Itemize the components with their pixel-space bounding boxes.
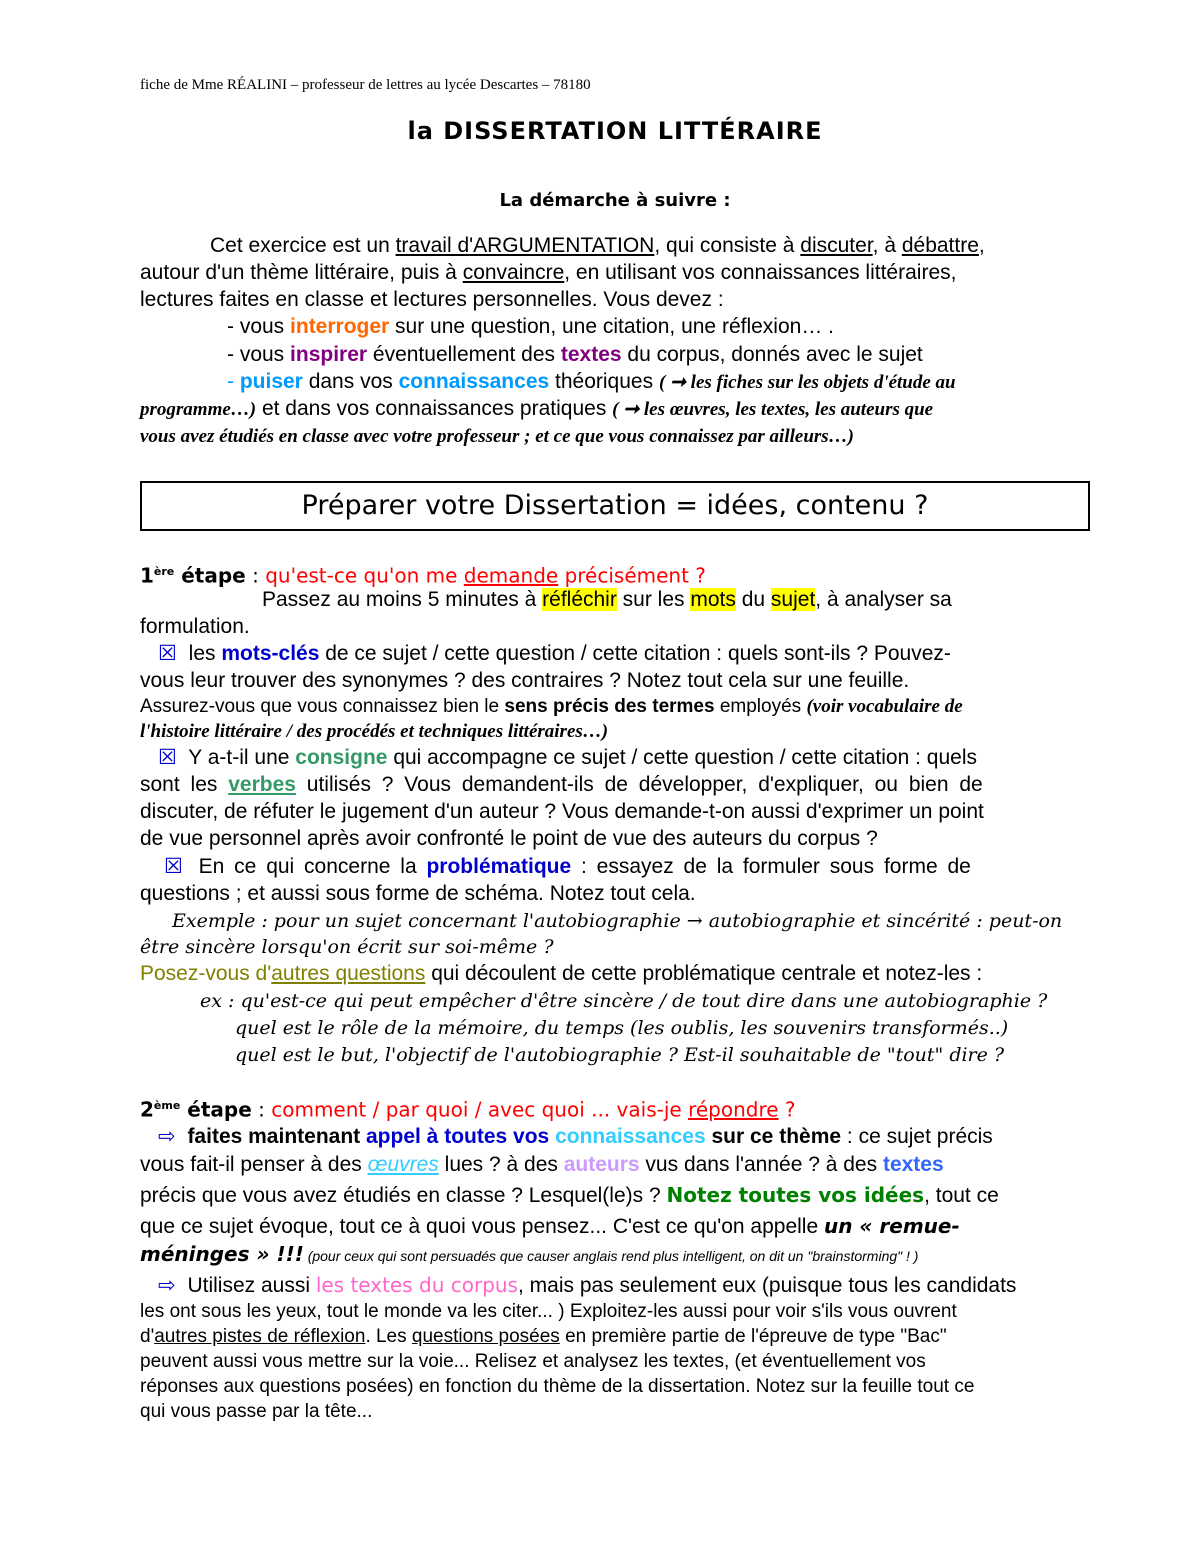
text-run: ère [153, 565, 175, 578]
text-run: consigne [295, 746, 388, 769]
step-1-consigne-line-1 [158, 745, 977, 771]
text-run: œuvres [367, 1153, 439, 1176]
text-run: autour d'un thème littéraire, puis à [140, 261, 463, 284]
text-run: . Les [365, 1326, 412, 1347]
step-1-consigne-line-2 [140, 772, 983, 798]
text-run: faites maintenant [181, 1125, 366, 1148]
text-run: les [182, 642, 222, 665]
intro-bullet-3 [227, 369, 956, 396]
text-run: problématique [426, 855, 572, 878]
step-1-consigne-line-3: discuter, de réfuter le jugement d'un auteur ? Vous demande-t-on aussi d'exprimer un point [140, 800, 984, 823]
text-run: sens précis des termes [504, 696, 715, 717]
text-run: lues ? à des [438, 1153, 564, 1176]
text-run: théoriques [549, 370, 659, 393]
text-run: Cet exercice est un [210, 234, 396, 257]
step-1-para-2: formulation. [140, 615, 250, 638]
step-2-corpus-line-3 [140, 1324, 947, 1350]
text-run: étape [174, 563, 246, 588]
step-1-problem-line-2: questions ; et aussi sous forme de schéma. Notez tout cela. [140, 882, 696, 905]
step-2-ideas-line-2 [140, 1152, 944, 1178]
text-run: et dans vos connaissances pratiques [256, 397, 613, 420]
text-run: - vous [227, 343, 291, 366]
text-run: : [251, 1097, 272, 1122]
text-run: inspirer [290, 343, 368, 366]
example-line-1: Exemple : pour un sujet concernant l'autobiographie → autobiographie et sincérité : peut-on [172, 910, 1063, 932]
text-run: Assurez-vous que vous connaissez bien le [140, 696, 505, 717]
text-run: convaincre [462, 261, 565, 284]
text-run: que ce sujet évoque, tout ce à quoi vous pensez... C'est ce qu'on appelle [140, 1215, 824, 1238]
header-line: fiche de Mme RÉALINI – professeur de lettres au lycée Descartes – 78180 [140, 77, 591, 93]
text-run: discuter [800, 234, 873, 257]
text-run: puiser [239, 370, 303, 393]
step-1-consigne-line-4: de vue personnel après avoir confronté le point de vue des auteurs du corpus ? [140, 827, 878, 850]
text-run: : [245, 563, 266, 588]
text-run: 1 [140, 563, 154, 588]
text-run: en première partie de l'épreuve de type "Bac" [559, 1326, 947, 1347]
text-run: qui découlent de cette problématique centrale et notez-les : [425, 962, 983, 985]
text-run: étape [180, 1097, 252, 1122]
text-run: , à analyser sa [815, 588, 952, 611]
outline-arrow-icon: ⇨ [158, 1125, 176, 1148]
text-run: , qui consiste à [654, 234, 801, 257]
text-run: travail d'ARGUMENTATION [395, 234, 655, 257]
step-1-keywords-line-1 [158, 641, 951, 667]
text-run: sujet [770, 588, 816, 611]
text-run: textes [560, 343, 622, 366]
text-run: du corpus, donnés avec le sujet [621, 343, 923, 366]
text-run: autres pistes de réflexion [154, 1326, 366, 1347]
step-2-ideas-line-1 [158, 1124, 993, 1150]
text-run: (voir vocabulaire de [806, 696, 963, 717]
text-run: qu'est-ce qu'on me [265, 563, 464, 588]
step-2-corpus-line-5: réponses aux questions posées) en fonction du thème de la dissertation. Notez sur la feuille tout ce [140, 1376, 975, 1397]
step-1-heading [140, 559, 706, 589]
text-run: , à [872, 234, 902, 257]
text-run: qui accompagne ce sujet / cette question / cette citation : quels [387, 746, 978, 769]
intro-line-1 [210, 233, 985, 259]
text-run: (pour ceux qui sont persuadés que causer anglais rend plus intelligent, on dit un "brainstorming" ! ) [303, 1248, 919, 1264]
intro-line-2 [140, 260, 956, 286]
intro-line-4 [140, 396, 933, 423]
text-run: , [978, 234, 985, 257]
step-2-ideas-line-4 [140, 1213, 960, 1240]
step-1-keywords-line-4: l'histoire littéraire / des procédés et techniques littéraires…) [140, 721, 609, 742]
text-run: auteurs [563, 1153, 640, 1176]
outline-arrow-icon: ⇨ [158, 1274, 176, 1297]
section-box-title: Préparer votre Dissertation = idées, contenu ? [140, 481, 1090, 531]
text-run: réfléchir [542, 588, 617, 611]
text-run: sur les [616, 588, 691, 611]
text-run: interroger [290, 315, 390, 338]
page-title: la DISSERTATION LITTÉRAIRE [407, 117, 823, 145]
text-run: Posez-vous d' [140, 962, 272, 985]
text-run: vus dans l'année ? à des [639, 1153, 883, 1176]
intro-bullet-1 [227, 314, 834, 340]
text-run: du [735, 588, 771, 611]
step-2-corpus-line-2: les ont sous les yeux, tout le monde va les citer... ) Exploitez-les aussi pour voir s'ils vous ouvrent [140, 1301, 957, 1322]
step-2-corpus-line-6: qui vous passe par la tête... [140, 1401, 373, 1422]
page-subtitle: La démarche à suivre : [499, 190, 731, 211]
text-run: mots-clés [221, 642, 320, 665]
example-question-2: quel est le rôle de la mémoire, du temps (les oublis, les souvenirs transformés..) [235, 1017, 1009, 1039]
text-run: ème [153, 1099, 181, 1112]
intro-line-3: lectures faites en classe et lectures personnelles. Vous devez : [140, 288, 724, 311]
text-run: ( ➞ les fiches sur les objets d'étude au [658, 372, 956, 393]
step-1-other-questions [140, 961, 982, 987]
text-run: ? [778, 1097, 796, 1122]
text-run: vous fait-il penser à des [140, 1153, 368, 1176]
example-question-1: ex : qu'est-ce qui peut empêcher d'être sincère / de tout dire dans une autobiographie ? [200, 990, 1048, 1012]
text-run: employés [714, 696, 807, 717]
step-2-ideas-line-3 [140, 1182, 999, 1209]
intro-line-5: vous avez étudiés en classe avec votre professeur ; et ce que vous connaissez par ailleurs…) [140, 426, 855, 447]
intro-bullet-2 [227, 342, 923, 368]
text-run: répondre [688, 1097, 779, 1122]
text-run: Utilisez aussi [181, 1274, 316, 1297]
text-run: programme…) [140, 399, 257, 420]
text-run: questions posées [411, 1326, 560, 1347]
text-run: sur une question, une citation, une réflexion… . [389, 315, 834, 338]
text-run: : essayez de la formuler sous forme de [571, 855, 971, 878]
text-run: comment / par quoi / avec quoi ... vais-je [271, 1097, 689, 1122]
checkbox-arrow-icon: ☒ [158, 642, 177, 665]
text-run: 2 [140, 1097, 154, 1122]
text-run: éventuellement des [367, 343, 561, 366]
text-run: connaissances [555, 1125, 706, 1148]
text-run: autres questions [271, 962, 426, 985]
text-run: , tout ce [924, 1184, 999, 1207]
step-1-keywords-line-2: vous leur trouver des synonymes ? des contraires ? Notez tout cela sur une feuille. [140, 669, 910, 692]
example-line-2: être sincère lorsqu'on écrit sur soi-même ? [140, 936, 554, 958]
text-run: méninges » !!! [140, 1242, 304, 1266]
text-run: un « remue- [823, 1214, 960, 1238]
text-run: En ce qui concerne la [188, 855, 427, 878]
checkbox-arrow-icon: ☒ [164, 855, 183, 878]
text-run: demande [463, 563, 559, 588]
text-run: utilisés ? Vous demandent-ils de développer, d'expliquer, ou bien de [295, 773, 983, 796]
step-2-ideas-line-5 [140, 1241, 918, 1269]
text-run: textes [882, 1153, 944, 1176]
text-run: sont les [140, 773, 229, 796]
text-run: ( ➞ les œuvres, les textes, les auteurs que [612, 399, 934, 420]
text-run: précis que vous avez étudiés en classe ? Lesquel(le)s ? [140, 1184, 667, 1207]
text-run: appel à toutes vos [366, 1125, 556, 1148]
text-run: , en utilisant vos connaissances littéraires, [564, 261, 957, 284]
step-1-para-1 [262, 587, 952, 613]
checkbox-arrow-icon: ☒ [158, 746, 177, 769]
text-run: les textes du corpus [315, 1273, 518, 1297]
text-run: , mais pas seulement eux (puisque tous les candidats [517, 1274, 1017, 1297]
text-run: verbes [228, 773, 296, 796]
text-run: d' [140, 1326, 155, 1347]
text-run: mots [690, 588, 736, 611]
text-run: - vous [227, 315, 291, 338]
text-run: Notez toutes vos idées [666, 1183, 925, 1207]
text-run: - [227, 370, 240, 393]
step-2-corpus-line-1 [158, 1272, 1016, 1299]
text-run: de ce sujet / cette question / cette citation : quels sont-ils ? Pouvez- [319, 642, 951, 665]
step-1-problem-line-1 [164, 854, 971, 880]
text-run: sur ce thème [705, 1125, 842, 1148]
text-run: précisément ? [558, 563, 706, 588]
text-run: Y a-t-il une [182, 746, 296, 769]
text-run: : ce sujet précis [841, 1125, 993, 1148]
example-question-3: quel est le but, l'objectif de l'autobiographie ? Est-il souhaitable de "tout" dire ? [235, 1044, 1005, 1066]
text-run: débattre [901, 234, 979, 257]
step-1-keywords-line-3 [140, 694, 963, 720]
text-run: Passez au moins 5 minutes à [262, 588, 543, 611]
step-2-heading [140, 1093, 796, 1123]
step-2-corpus-line-4: peuvent aussi vous mettre sur la voie... Relisez et analysez les textes, (et éventuellement vos [140, 1351, 926, 1372]
text-run: connaissances [398, 370, 550, 393]
text-run: dans vos [302, 370, 399, 393]
